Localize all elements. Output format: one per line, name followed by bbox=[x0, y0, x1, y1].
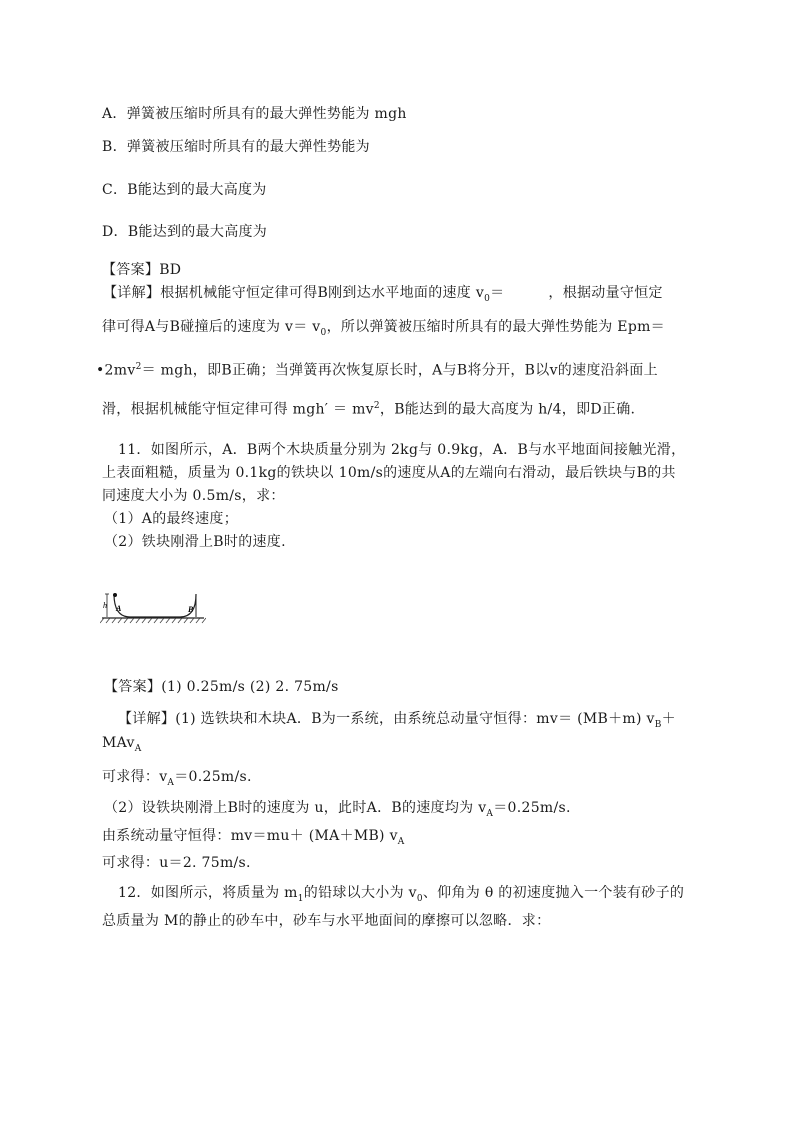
question-text: 的铅球以大小为 v bbox=[303, 885, 417, 901]
q11-detail-line-4 bbox=[104, 798, 571, 824]
q11-detail-line-3 bbox=[102, 767, 252, 793]
detail-text: •2mv bbox=[96, 362, 136, 379]
detail-text: 滑，根据机械能守恒定律可得 mgh′ ＝ mv bbox=[102, 401, 374, 418]
q10-detail-line-3 bbox=[96, 357, 658, 381]
q10-answer bbox=[102, 260, 181, 280]
option-a: A．弹簧被压缩时所具有的最大弹性势能为 mgh bbox=[102, 106, 407, 122]
superscript: 2 bbox=[135, 362, 142, 372]
subscript: A bbox=[397, 836, 405, 847]
ground-hatching bbox=[100, 618, 206, 623]
q11-detail-line-6: 可求得：u＝2. 75m/s. bbox=[102, 855, 251, 871]
q10-detail-line-1 bbox=[103, 283, 663, 309]
subscript: A bbox=[167, 777, 175, 788]
track-figure bbox=[100, 590, 206, 626]
q11-line-1: 11．如图所示，A．B两个木块质量分别为 2kg与 0.9kg，A．B与水平地面间接触光滑， bbox=[118, 442, 686, 458]
q11-subquestion-1: （1）A的最终速度； bbox=[104, 511, 239, 527]
question-text: 12．如图所示，将质量为 m bbox=[118, 885, 298, 901]
q11-detail-line-1 bbox=[118, 709, 676, 735]
q11-line-2: 上表面粗糙，质量为 0.1kg的铁块以 10m/s的速度从A的左端向右滑动，最后铁块与B的共 bbox=[102, 465, 676, 481]
q10-detail-line-4 bbox=[102, 396, 635, 420]
detail-text: 可求得：v bbox=[102, 769, 168, 785]
detail-text: ＋ bbox=[661, 711, 676, 727]
detail-text: ，根据动量守恒定 bbox=[548, 285, 663, 301]
detail-text: ＝ bbox=[490, 285, 505, 301]
subscript: 0 bbox=[320, 327, 327, 338]
q11-detail-line-5 bbox=[102, 826, 405, 852]
q12-line-1 bbox=[118, 883, 684, 909]
subscript: A bbox=[134, 743, 142, 754]
q11-line-3: 同速度大小为 0.5m/s，求： bbox=[102, 488, 285, 504]
answer-value: (1) 0.25m/s (2) 2. 75m/s bbox=[161, 679, 339, 695]
subscript: B bbox=[654, 719, 662, 730]
detail-text: ，B能达到的最大高度为 h/4，即D正确. bbox=[379, 401, 636, 418]
option-b: B．弹簧被压缩时所具有的最大弹性势能为 bbox=[102, 139, 370, 155]
option-d: D．B能达到的最大高度为 bbox=[102, 224, 268, 240]
answer-tag: 【答案】 bbox=[104, 679, 162, 695]
superscript: 2 bbox=[373, 401, 380, 411]
detail-text: (1) 选铁块和木块A．B为一系统，由系统总动量守恒得：mv＝ (MB＋m) v bbox=[175, 711, 655, 727]
q11-subquestion-2: （2）铁块刚滑上B时的速度. bbox=[104, 534, 286, 550]
subscript: 0 bbox=[484, 293, 491, 304]
q11-detail-line-2 bbox=[102, 733, 142, 759]
detail-text: 根据机械能守恒定律可得B刚到达水平地面的速度 v bbox=[160, 285, 485, 301]
detail-tag: 【详解】 bbox=[103, 285, 161, 301]
ball-a bbox=[113, 593, 117, 597]
detail-text: 律可得A与B碰撞后的速度为 v＝ v bbox=[102, 319, 321, 335]
detail-text: ＝0.25m/s. bbox=[493, 800, 571, 816]
q12-line-2: 总质量为 M的静止的砂车中，砂车与水平地面间的摩擦可以忽略．求： bbox=[102, 913, 551, 929]
height-label: h bbox=[103, 601, 107, 610]
question-text: 、仰角为 θ 的初速度抛入一个装有砂子的 bbox=[422, 885, 685, 901]
detail-text: MAv bbox=[102, 735, 135, 751]
detail-text: ，所以弹簧被压缩时所具有的最大弹性势能为 Epm＝ bbox=[326, 319, 665, 335]
subscript: A bbox=[486, 808, 494, 819]
label-a: A bbox=[116, 604, 122, 613]
label-b: B bbox=[188, 605, 194, 614]
subscript: 0 bbox=[416, 893, 423, 904]
detail-text: 由系统动量守恒得：mv＝mu＋ (MA＋MB) v bbox=[102, 828, 398, 844]
detail-text: （2）设铁块刚滑上B时的速度为 u，此时A．B的速度均为 v bbox=[104, 800, 487, 816]
subscript: 1 bbox=[297, 893, 304, 904]
detail-text: ＝ mgh，即B正确；当弹簧再次恢复原长时，A与B将分开，B以v的速度沿斜面上 bbox=[141, 362, 658, 379]
curved-track bbox=[114, 594, 196, 617]
q11-answer bbox=[104, 677, 339, 697]
q10-detail-line-2 bbox=[102, 317, 665, 343]
answer-tag: 【答案】 bbox=[102, 262, 160, 278]
detail-tag: 【详解】 bbox=[118, 711, 176, 727]
detail-text: ＝0.25m/s. bbox=[174, 769, 252, 785]
answer-value: BD bbox=[159, 262, 182, 278]
option-c: C．B能达到的最大高度为 bbox=[102, 182, 267, 198]
